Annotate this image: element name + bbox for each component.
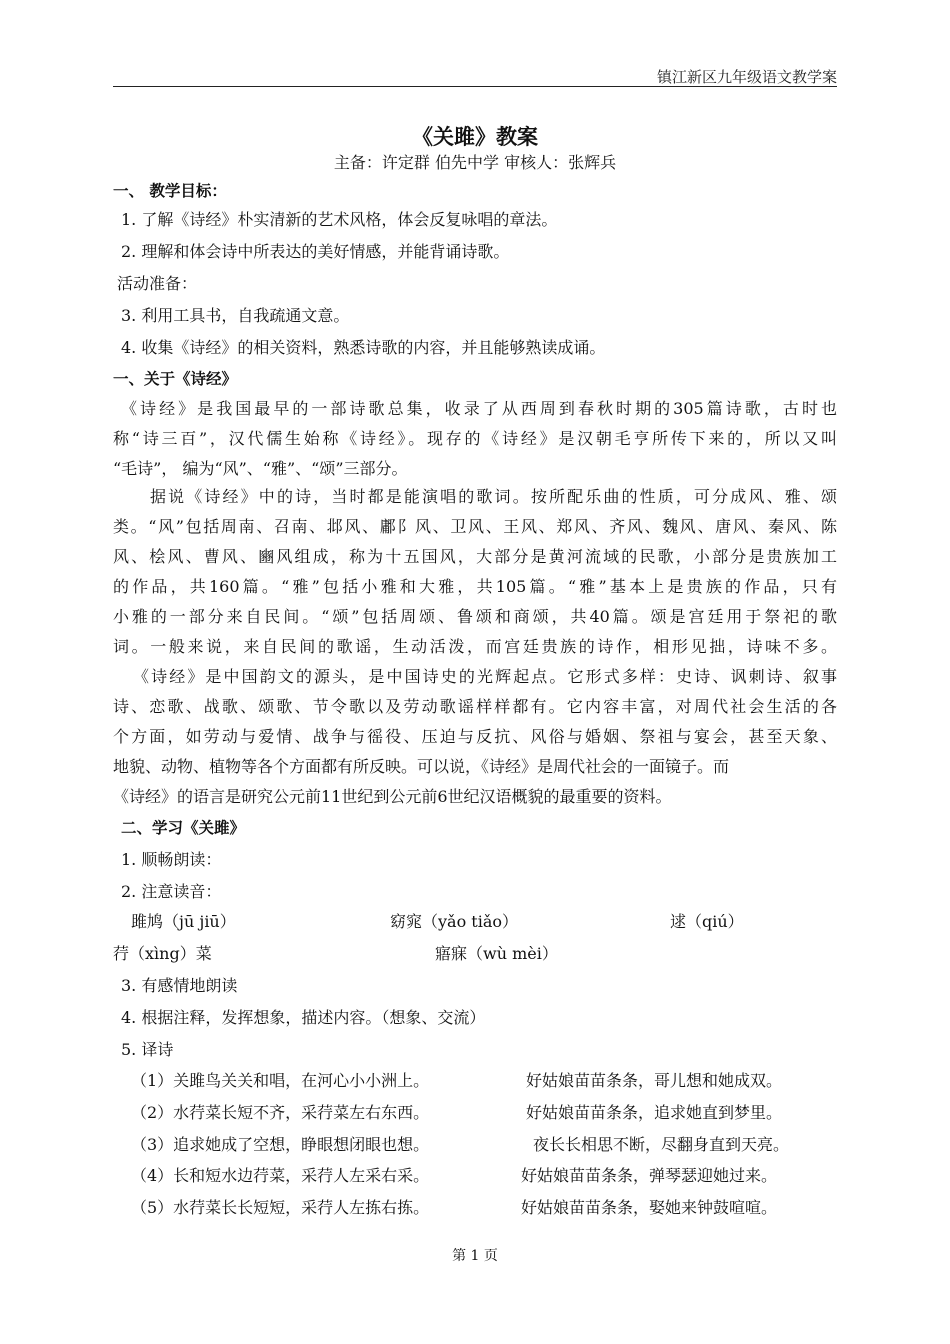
section-heading-goals: 一、 教学目标：	[113, 182, 227, 200]
paragraph-line: 风、桧风、曹风、豳风组成，称为十五国风，大部分是黄河流域的民歌，小部分是贵族加工	[113, 547, 837, 566]
step-item: 2. 注意读音：	[121, 882, 222, 901]
paragraph-line: 类。“风”包括周南、召南、邶风、鄘阝风、卫风、王风、郑风、齐风、魏风、唐风、秦风、陈	[113, 517, 837, 536]
pronunciation-item: 窈窕（yǎo tiǎo）	[390, 912, 519, 931]
pronunciation-item: 寤寐（wù mèi）	[435, 944, 558, 963]
translation-left: （5）水荇菜长长短短，采荇人左拣右拣。	[131, 1198, 430, 1217]
translation-right: 好姑娘苗苗条条，追求她直到梦里。	[526, 1103, 783, 1122]
document-title: 《关雎》教案	[412, 125, 538, 149]
step-item: 3. 有感情地朗读	[121, 976, 238, 995]
paragraph-line: 据说《诗经》中的诗，当时都是能演唱的歌词。按所配乐曲的性质，可分成风、雅、颂	[150, 487, 837, 506]
translation-left: （4）长和短水边荇菜，采荇人左采右采。	[131, 1166, 430, 1185]
paragraph-line: 小雅的一部分来自民间。“颂”包括周颂、鲁颂和商颂，共40篇。颂是宫廷用于祭祀的歌	[113, 607, 837, 626]
translation-left: （2）水荇菜长短不齐，采荇菜左右东西。	[131, 1103, 430, 1122]
translation-right: 好姑娘苗苗条条，弹琴瑟迎她过来。	[521, 1166, 778, 1185]
paragraph-line: “毛诗”， 编为“风”、“雅”、“颂”三部分。	[113, 459, 408, 478]
step-item: 1. 顺畅朗读：	[121, 850, 222, 869]
pronunciation-item: 逑（qiú）	[670, 912, 744, 931]
paragraph-line: 个方面，如劳动与爱情、战争与徭役、压迫与反抗、风俗与婚姻、祭祖与宴会，甚至天象、	[113, 727, 837, 746]
section-heading-guanju: 二、学习《关雎》	[121, 819, 246, 837]
translation-right: 好姑娘苗苗条条，娶她来钟鼓喧喧。	[521, 1198, 778, 1217]
translation-left: （3）追求她成了空想，睁眼想闭眼也想。	[131, 1135, 430, 1154]
paragraph-line: 称“诗三百”，汉代儒生始称《诗经》。现存的《诗经》是汉朝毛亨所传下来的，所以又叫	[113, 429, 837, 448]
running-header: 镇江新区九年级语文教学案	[656, 68, 837, 86]
paragraph-line: 地貌、动物、植物等各个方面都有所反映。可以说，《诗经》是周代社会的一面镜子。而	[113, 757, 730, 776]
paragraph-line: 《诗经》是中国韵文的源头，是中国诗史的光辉起点。它形式多样：史诗、讽刺诗、叙事	[133, 667, 837, 686]
paragraph-line: 诗、恋歌、战歌、颂歌、节令歌以及劳动歌谣样样都有。它内容丰富，对周代社会生活的各	[113, 697, 837, 716]
header-divider	[113, 86, 837, 87]
translation-left: （1）关雎鸟关关和唱，在河心小小洲上。	[131, 1071, 430, 1090]
paragraph-line: 《诗经》的语言是研究公元前11世纪到公元前6世纪汉语概貌的最重要的资料。	[113, 787, 672, 806]
step-item: 5. 译诗	[121, 1040, 174, 1059]
paragraph-line: 的作品，共160篇。“雅”包括小雅和大雅，共105篇。“雅”基本上是贵族的作品，只有	[113, 577, 837, 596]
pronunciation-item: 荇（xìng）菜	[113, 944, 212, 963]
prep-item: 4. 收集《诗经》的相关资料，熟悉诗歌的内容，并且能够熟读成诵。	[121, 338, 606, 357]
pronunciation-item: 雎鸠（jū jiū）	[131, 912, 236, 931]
step-item: 4. 根据注释，发挥想象，描述内容。（想象、交流）	[121, 1008, 486, 1027]
translation-right: 好姑娘苗苗条条，哥儿想和她成双。	[526, 1071, 783, 1090]
goal-item: 2. 理解和体会诗中所表达的美好情感，并能背诵诗歌。	[121, 242, 510, 261]
paragraph-line: 《诗经》是我国最早的一部诗歌总集，收录了从西周到春秋时期的305篇诗歌，古时也	[121, 399, 837, 418]
prep-item: 3. 利用工具书，自我疏通文意。	[121, 306, 350, 325]
section-heading-shijing: 一、关于《诗经》	[113, 370, 238, 388]
paragraph-line: 词。一般来说，来自民间的歌谣，生动活泼，而宫廷贵族的诗作，相形见拙，诗味不多。	[113, 637, 837, 656]
goal-item: 1. 了解《诗经》朴实清新的艺术风格，体会反复咏唱的章法。	[121, 210, 558, 229]
translation-right: 夜长长相思不断，尽翻身直到天亮。	[533, 1135, 790, 1154]
page-number: 第 1 页	[452, 1248, 498, 1264]
prep-label: 活动准备：	[117, 274, 198, 293]
document-subtitle: 主备：许定群 伯先中学 审核人：张辉兵	[333, 153, 617, 172]
